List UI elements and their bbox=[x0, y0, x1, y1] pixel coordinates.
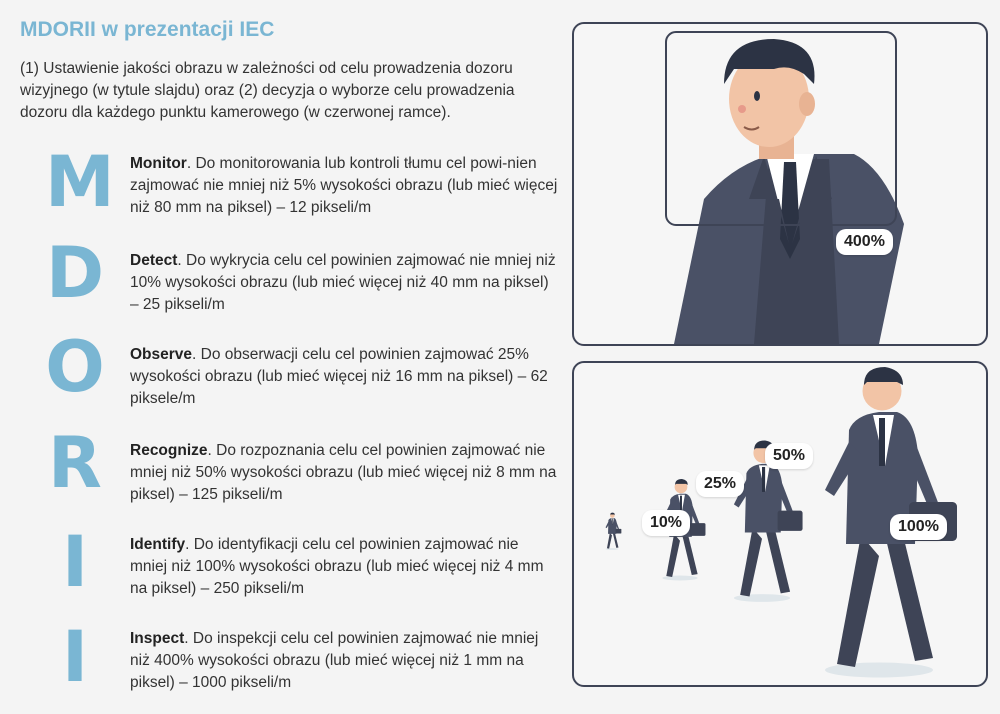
zoom-badge-50: 50% bbox=[765, 443, 813, 469]
inspect-illustration-panel bbox=[572, 22, 988, 346]
intro-text: (1) Ustawienie jakości obrazu w zależności od celu prowadzenia dozoru wizyjnego (w tytule slajdu) oraz (2) decyzja o wyborze celu prowadzenia dozoru dla każdego punktu kamerowego (w czerwonej ramce). bbox=[20, 60, 515, 121]
letter-r: R bbox=[48, 422, 102, 504]
item-name: Monitor bbox=[130, 155, 187, 172]
scale-illustration-panel bbox=[572, 361, 988, 687]
businessman-closeup-illustration bbox=[574, 24, 986, 344]
item-inspect bbox=[130, 628, 558, 694]
letter-m: M bbox=[45, 141, 115, 223]
figure-10-percent bbox=[606, 513, 622, 550]
item-text: . Do wykrycia celu cel powinien zajmować nie mniej niż 10% wysokości obrazu (lub mieć więcej niż 40 mm na piksel) – 25 pikseli/m bbox=[130, 252, 556, 313]
item-observe bbox=[130, 344, 558, 410]
item-monitor bbox=[130, 153, 558, 219]
item-name: Identify bbox=[130, 536, 186, 553]
item-text: . Do inspekcji celu cel powinien zajmować nie mniej niż 400% wysokości obrazu (lub mieć więcej niż 1 mm na piksel) – 1000 pikseli/m bbox=[130, 630, 539, 691]
item-name: Observe bbox=[130, 346, 193, 363]
item-text: . Do rozpoznania celu cel powinien zajmować nie mniej niż 50% wysokości obrazu (lub mieć więcej niż 8 mm na piksel) – 125 pikseli/m bbox=[130, 442, 557, 503]
item-name: Detect bbox=[130, 252, 178, 269]
letter-i-identify: I bbox=[61, 521, 89, 603]
item-name: Recognize bbox=[130, 442, 208, 459]
item-recognize bbox=[130, 440, 558, 506]
page-title: MDORII w prezentacji IEC bbox=[20, 18, 275, 41]
letter-i-inspect: I bbox=[61, 616, 89, 698]
item-name: Inspect bbox=[130, 630, 185, 647]
zoom-badge-400: 400% bbox=[836, 229, 893, 255]
item-text: . Do identyfikacji celu cel powinien zajmować nie mniej niż 100% wysokości obrazu (lub mieć więcej niż 4 mm na piksel) – 250 pikseli/m bbox=[130, 536, 544, 597]
zoom-badge-100: 100% bbox=[890, 514, 947, 540]
item-identify bbox=[130, 534, 558, 600]
zoom-badge-10: 10% bbox=[642, 510, 690, 536]
letter-o: O bbox=[45, 326, 105, 408]
item-text: . Do obserwacji celu cel powinien zajmować 25% wysokości obrazu (lub mieć więcej niż 16 mm na piksel) – 62 piksele/m bbox=[130, 346, 548, 407]
zoom-badge-25: 25% bbox=[696, 471, 744, 497]
item-text: . Do monitorowania lub kontroli tłumu cel powi-nien zajmować nie mniej niż 5% wysokości obrazu (lub mieć więcej niż 80 mm na piksel) – 12 pikseli/m bbox=[130, 155, 558, 216]
letter-d: D bbox=[45, 232, 105, 314]
item-detect bbox=[130, 250, 558, 316]
